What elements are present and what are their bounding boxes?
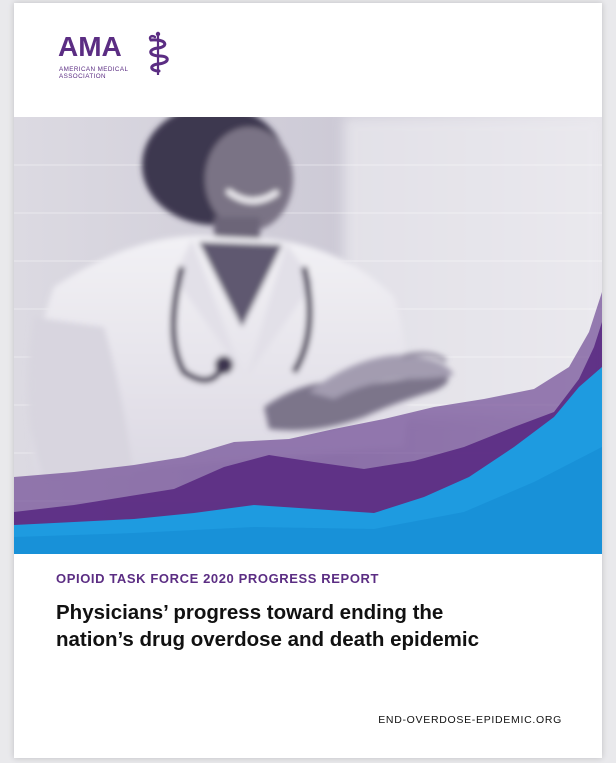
- logo-subtitle: [59, 66, 169, 81]
- ama-logo: [58, 31, 208, 91]
- logo-mark: AMA: [58, 31, 122, 62]
- report-cover: [14, 3, 602, 758]
- report-label: OPIOID TASK FORCE 2020 PROGRESS REPORT: [56, 571, 380, 586]
- logo-subtitle-line: ASSOCIATION: [59, 73, 106, 81]
- headline-line: nation’s drug overdose and death epidemic: [56, 628, 479, 651]
- hero-illustration: [14, 117, 602, 554]
- headline-line: Physicians’ progress toward ending the: [56, 601, 444, 624]
- logo-subtitle-line: AMERICAN MEDICAL: [59, 66, 129, 73]
- hero-image: [14, 117, 602, 554]
- website-url[interactable]: END-OVERDOSE-EPIDEMIC.ORG: [378, 714, 562, 726]
- headline: [56, 599, 586, 653]
